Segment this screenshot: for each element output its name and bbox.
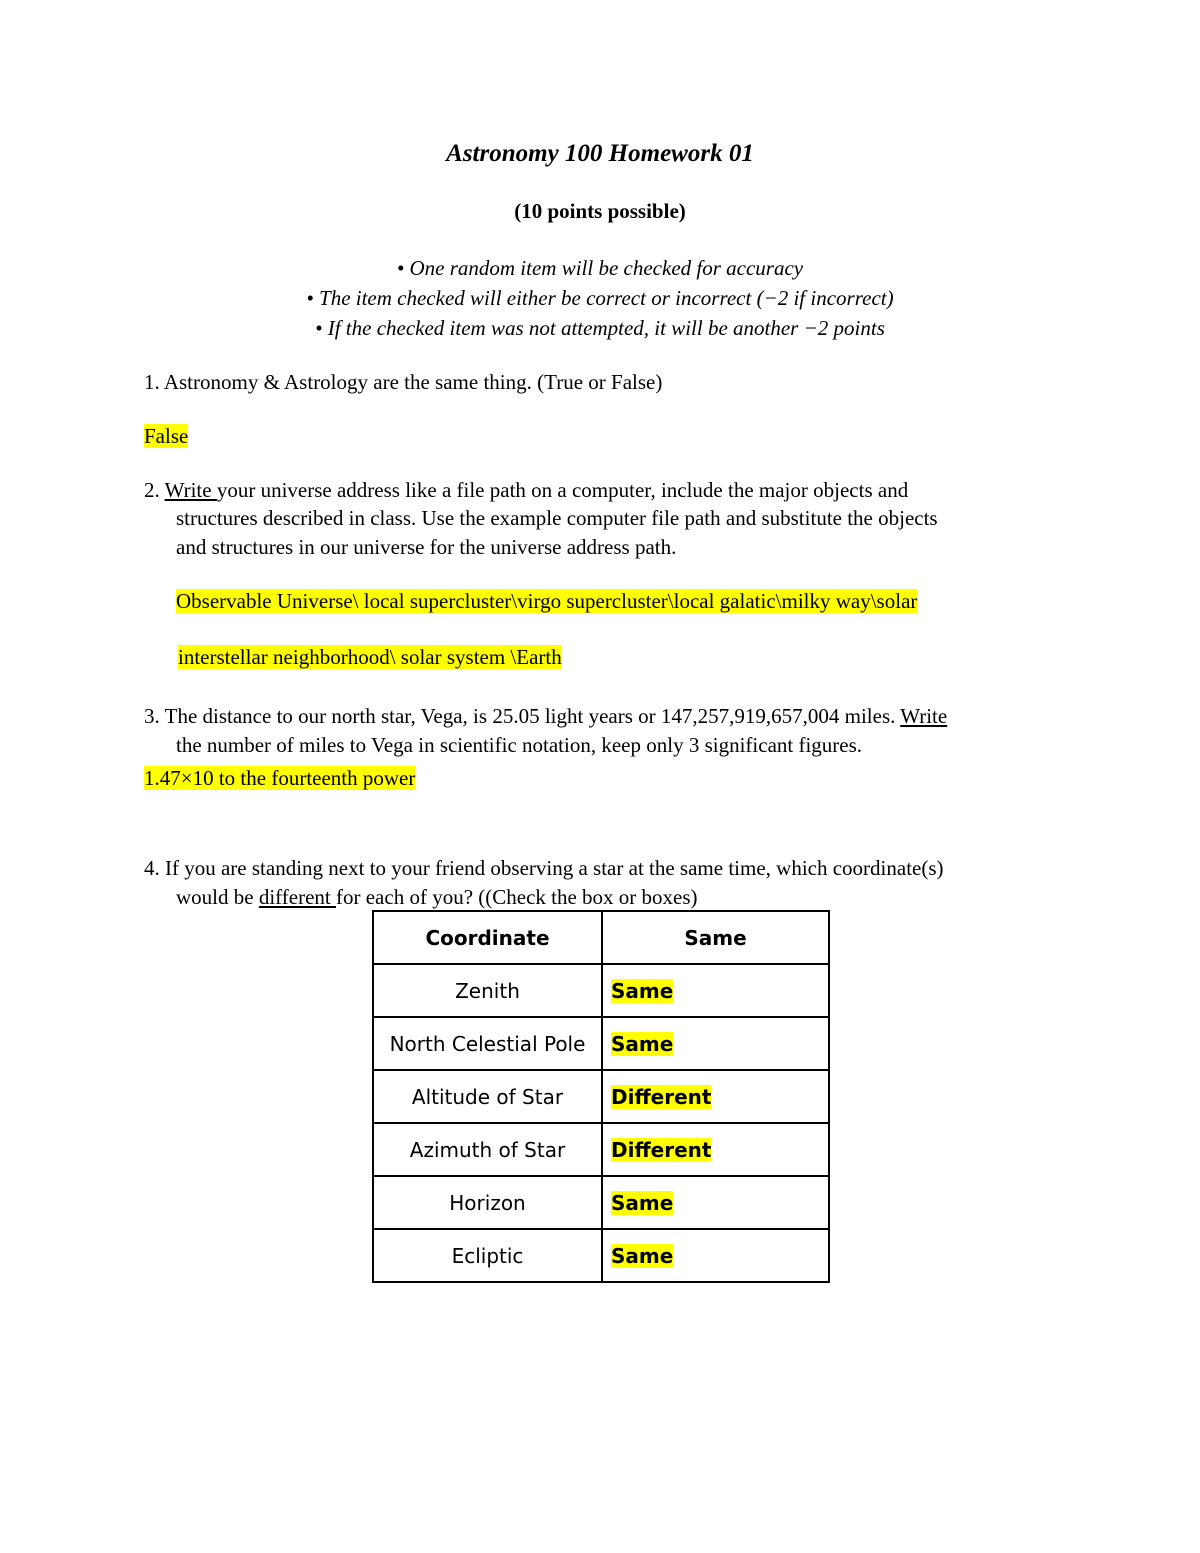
points-subtitle: (10 points possible) (514, 199, 686, 223)
answer-text: Same (611, 1190, 674, 1215)
answer-cell[interactable] (602, 1176, 829, 1229)
answer-cell[interactable] (602, 1229, 829, 1282)
answer-text: Different (611, 1137, 712, 1162)
coordinate-cell: Ecliptic (373, 1229, 602, 1282)
answer-cell[interactable] (602, 1070, 829, 1123)
answer-3 (144, 766, 415, 791)
answer-text: Same (611, 1031, 674, 1056)
question-2-line-3: and structures in our universe for the universe address path. (176, 535, 677, 559)
table-row (373, 1176, 829, 1229)
answer-cell[interactable] (602, 1017, 829, 1070)
different-underlined: different (258, 885, 336, 909)
question-4-line-2 (176, 885, 698, 910)
question-3-line-1 (144, 704, 947, 729)
write-underlined-2: Write (900, 704, 948, 728)
coordinate-cell: Altitude of Star (373, 1070, 602, 1123)
header-same: Same (602, 911, 829, 964)
question-3-line-1-text: 3. The distance to our north star, Vega, is 25.05 light years or 147,257,919,657,004 miles. (144, 704, 901, 728)
write-underlined: Write (164, 478, 217, 502)
rule-3: • If the checked item was not attempted, it will be another −2 points (315, 316, 885, 340)
coordinates-table (372, 910, 830, 1283)
question-2-line-2: structures described in class. Use the example computer file path and substitute the objects (176, 506, 938, 530)
table-row (373, 1123, 829, 1176)
answer-text: Different (611, 1084, 712, 1109)
answer-1-text: False (144, 424, 189, 448)
coordinate-cell: Zenith (373, 964, 602, 1017)
question-2-line-1 (144, 478, 908, 503)
answer-2-line-1 (176, 589, 917, 614)
answer-2-line-2-text: interstellar neighborhood\ solar system \Earth (178, 645, 562, 669)
question-1: 1. Astronomy & Astrology are the same thing. (True or False) (144, 370, 663, 394)
header-coordinate: Coordinate (373, 911, 602, 964)
rule-2: • The item checked will either be correct or incorrect (−2 if incorrect) (306, 286, 894, 310)
coordinate-cell: Horizon (373, 1176, 602, 1229)
table-row (373, 964, 829, 1017)
rule-1: • One random item will be checked for accuracy (396, 256, 804, 280)
question-4-line-2-pre: would be (176, 885, 259, 909)
answer-text: Same (611, 1243, 674, 1268)
coordinate-cell: North Celestial Pole (373, 1017, 602, 1070)
answer-cell[interactable] (602, 964, 829, 1017)
table-row (373, 1070, 829, 1123)
table-row (373, 1229, 829, 1282)
answer-2-line-1-text: Observable Universe\ local supercluster\virgo supercluster\local galatic\milky way\solar (176, 589, 918, 613)
answer-1 (144, 424, 188, 449)
answer-3-text: 1.47×10 to the fourteenth power (144, 766, 416, 790)
table-header-row (373, 911, 829, 964)
coordinate-cell: Azimuth of Star (373, 1123, 602, 1176)
table-row (373, 1017, 829, 1070)
question-4-line-1: 4. If you are standing next to your friend observing a star at the same time, which coordinate(s) (144, 856, 944, 880)
question-2-number: 2. (144, 478, 165, 502)
question-4-line-2-post: for each of you? ((Check the box or boxes) (336, 885, 698, 909)
question-2-line-1-text: your universe address like a file path on a computer, include the major objects and (216, 478, 909, 502)
answer-cell[interactable] (602, 1123, 829, 1176)
question-3-line-2: the number of miles to Vega in scientific notation, keep only 3 significant figures. (176, 733, 863, 757)
answer-text: Same (611, 978, 674, 1003)
answer-2-line-2 (178, 645, 562, 670)
page-title: Astronomy 100 Homework 01 (446, 140, 754, 167)
